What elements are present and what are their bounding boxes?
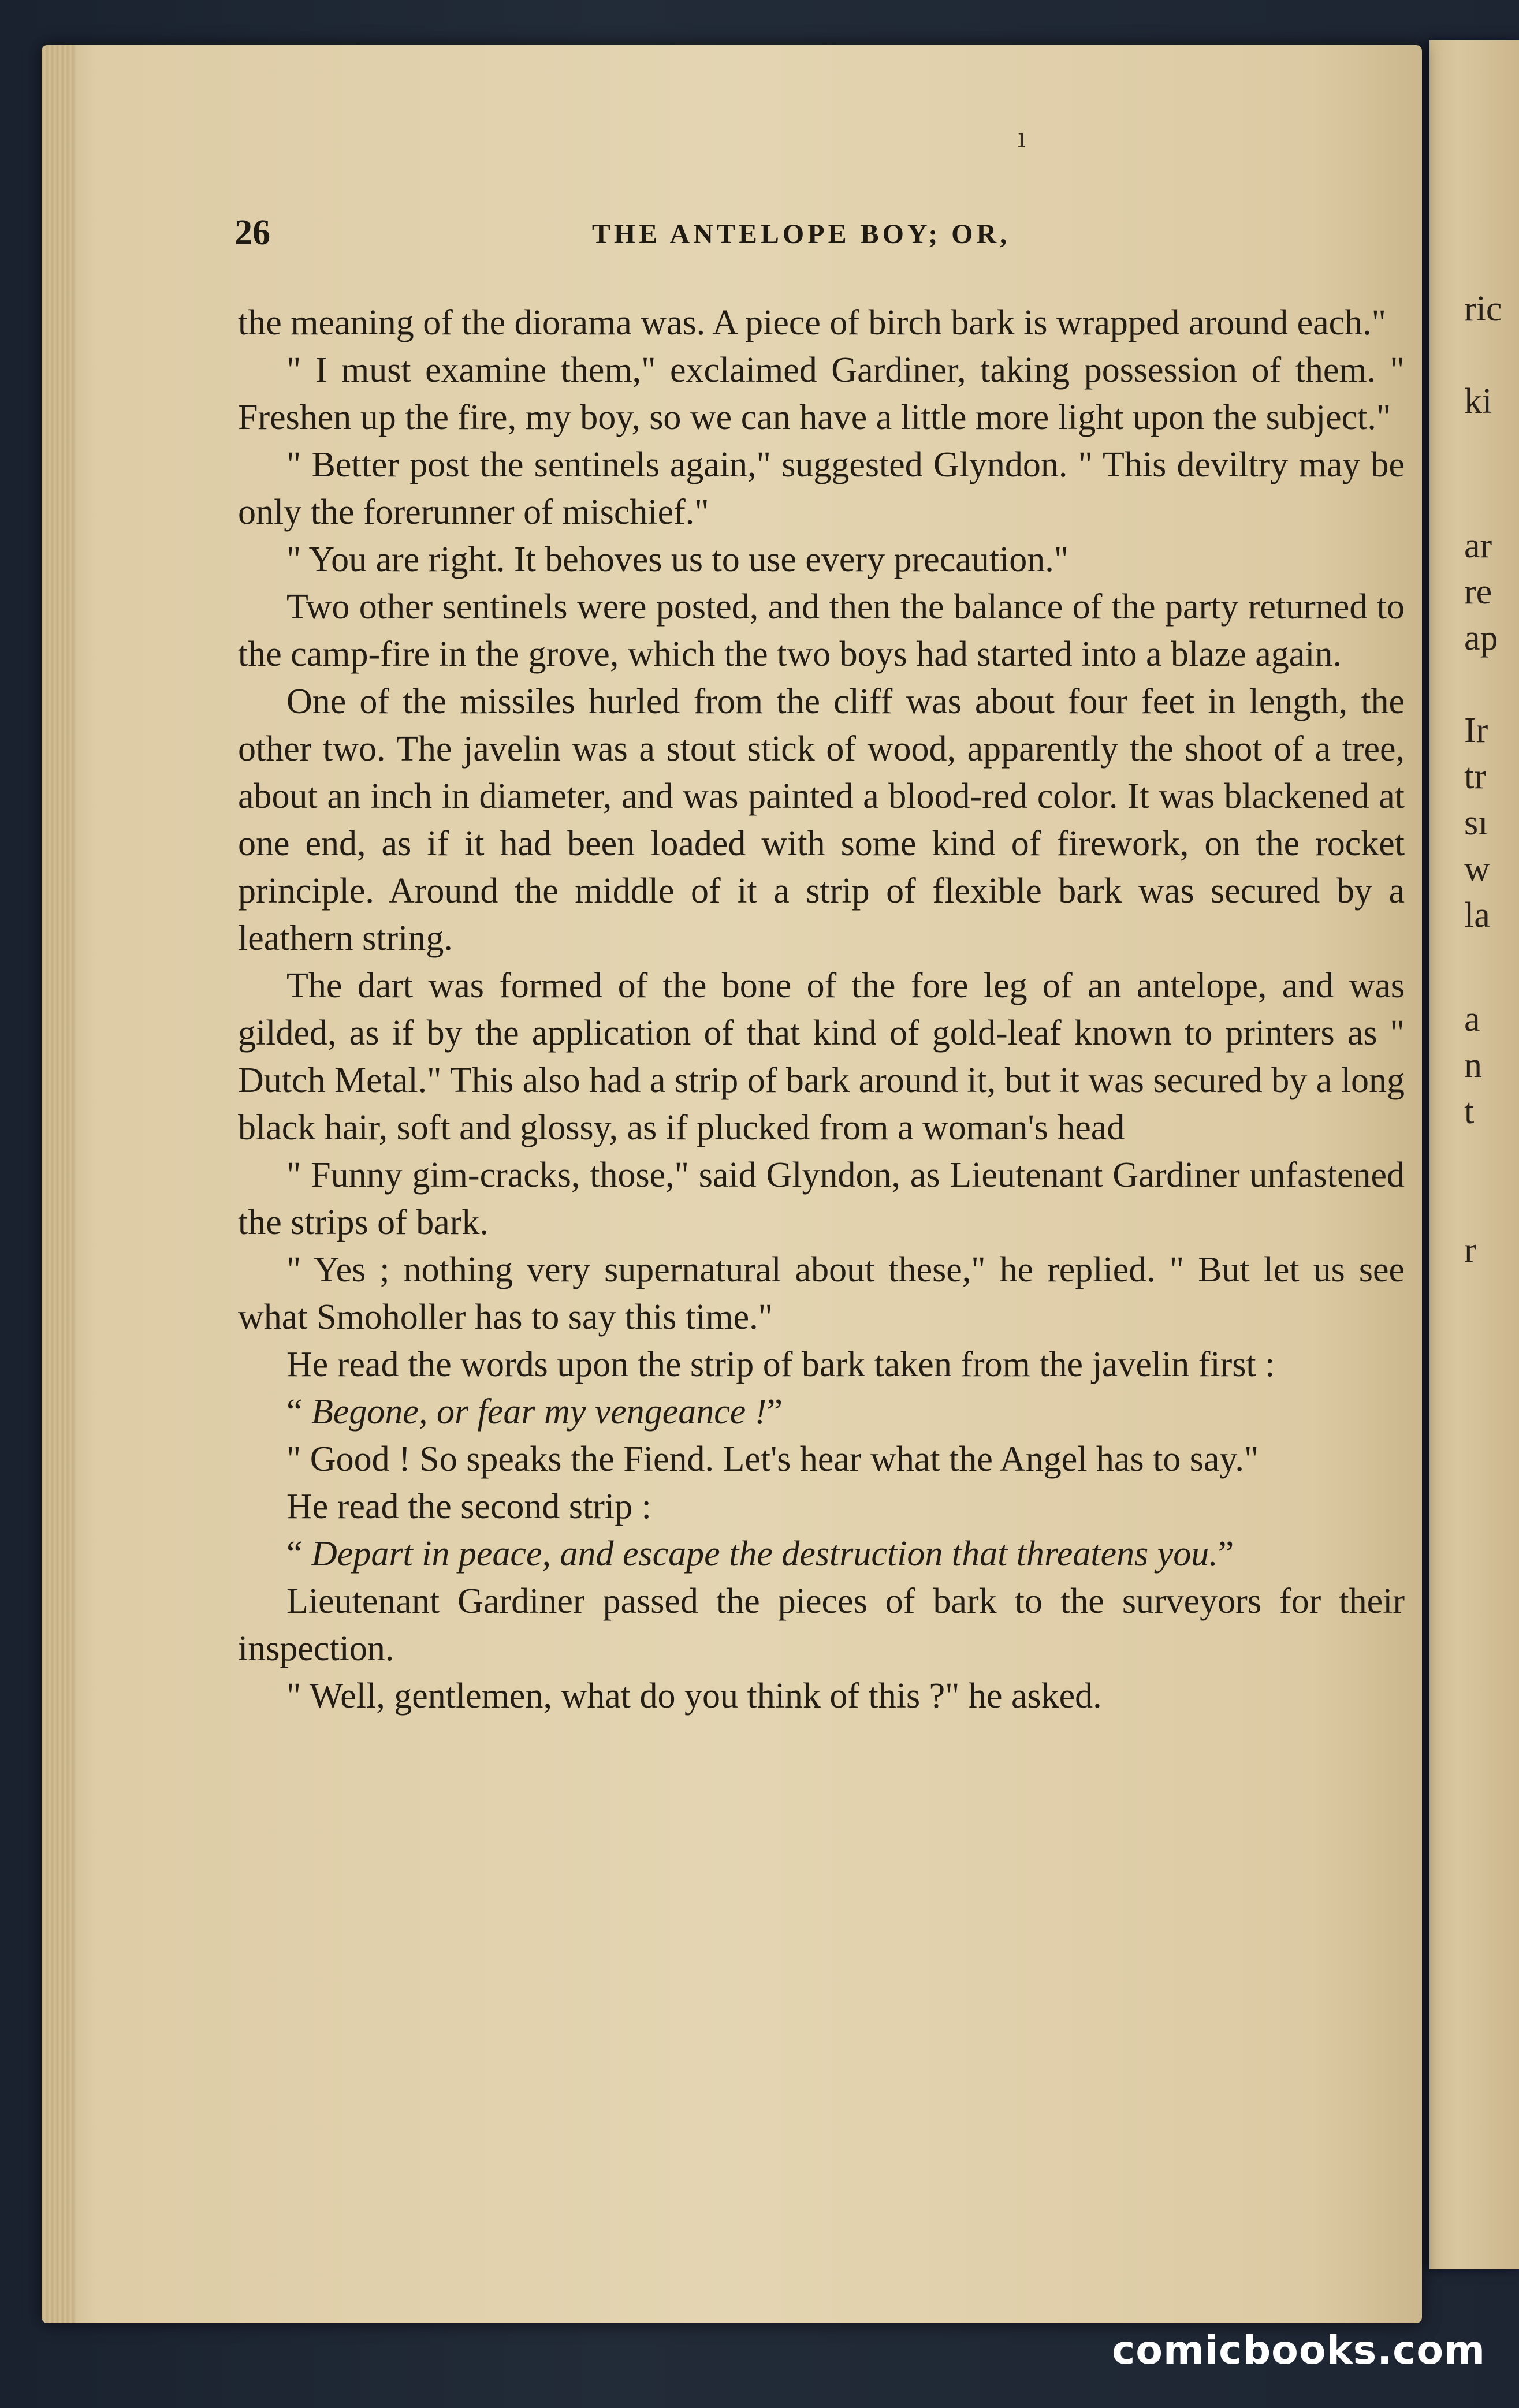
- paragraph: The dart was formed of the bone of the fore leg of an antelope, and was gilded, as if by the application of that kind of gold-leaf known to printers as " Dutch Metal." This also had a strip of bark around it, but it was secured by a long black hair, soft and glossy, as if plucked from a woman's head: [238, 966, 1405, 1147]
- paragraph: the meaning of the diorama was. A piece of birch bark is wrapped around each.": [238, 303, 1386, 342]
- paragraph: " Good ! So speaks the Fiend. Let's hear what the Angel has to say.": [286, 1440, 1259, 1479]
- facing-fragment: a: [1464, 1000, 1480, 1039]
- book-page: [42, 45, 1422, 2323]
- paragraph: " Better post the sentinels again," suggested Glyndon. " This deviltry may be only the forerunner of mischief.": [238, 445, 1405, 532]
- paragraph: He read the second strip :: [286, 1487, 651, 1526]
- paragraph: Lieutenant Gardiner passed the pieces of bark to the surveyors for their inspection.: [238, 1582, 1405, 1668]
- paragraph: " Yes ; nothing very supernatural about these," he replied. " But let us see what Smoholler has to say this time.": [238, 1250, 1405, 1337]
- facing-fragment: re: [1464, 572, 1492, 612]
- paragraph: He read the words upon the strip of bark taken from the javelin first :: [286, 1345, 1275, 1384]
- facing-fragment: Ir: [1464, 711, 1488, 750]
- facing-fragment: ar: [1464, 526, 1492, 565]
- facing-fragment: ric: [1464, 289, 1502, 329]
- paragraph-italic-quote: “ Begone, or fear my vengeance !”: [286, 1392, 783, 1432]
- facing-page: [1429, 40, 1519, 2269]
- paragraph: " I must examine them," exclaimed Gardiner, taking possession of them. " Freshen up the fire, my boy, so we can have a little more light upon the subject.": [238, 351, 1405, 437]
- watermark: comicbooks.com: [1111, 2328, 1486, 2373]
- facing-fragment: ap: [1464, 618, 1498, 658]
- facing-fragment: r: [1464, 1231, 1476, 1270]
- page-edge: [42, 45, 76, 2323]
- facing-fragment: n: [1464, 1046, 1482, 1085]
- paragraph: One of the missiles hurled from the cliff was about four feet in length, the other two. The javelin was a stout stick of wood, apparently the shoot of a tree, about an inch in diameter, and was painted a blood-red color. It was blackened at one end, as if it had been loaded with some kind of firework, on the rocket principle. Around the middle of it a strip of flexible bark was secured by a leathern string.: [238, 682, 1405, 958]
- facing-fragment: ki: [1464, 382, 1492, 421]
- facing-fragment: w: [1464, 849, 1490, 889]
- italic-quote: Depart in peace, and escape the destruction that threatens you.: [311, 1534, 1218, 1574]
- page-number: 26: [234, 213, 270, 252]
- body-text: [238, 299, 1405, 1720]
- facing-fragment: tr: [1464, 757, 1486, 796]
- paragraph: " You are right. It behoves us to use every precaution.": [286, 540, 1069, 579]
- paragraph: " Well, gentlemen, what do you think of this ?" he asked.: [286, 1676, 1102, 1716]
- paragraph-italic-quote: “ Depart in peace, and escape the destruction that threatens you.”: [286, 1534, 1234, 1574]
- running-head: THE ANTELOPE BOY; OR,: [591, 219, 1011, 249]
- italic-quote: Begone, or fear my vengeance !: [311, 1392, 767, 1432]
- ink-mark: ı: [1018, 121, 1026, 153]
- facing-fragment: sı: [1464, 803, 1488, 843]
- facing-fragment: la: [1464, 896, 1490, 935]
- facing-fragment: t: [1464, 1092, 1475, 1131]
- paragraph: " Funny gim-cracks, those," said Glyndon, as Lieutenant Gardiner unfastened the strips of bark.: [238, 1155, 1405, 1242]
- paragraph: Two other sentinels were posted, and then the balance of the party returned to the camp-fire in the grove, which the two boys had started into a blaze again.: [238, 587, 1405, 674]
